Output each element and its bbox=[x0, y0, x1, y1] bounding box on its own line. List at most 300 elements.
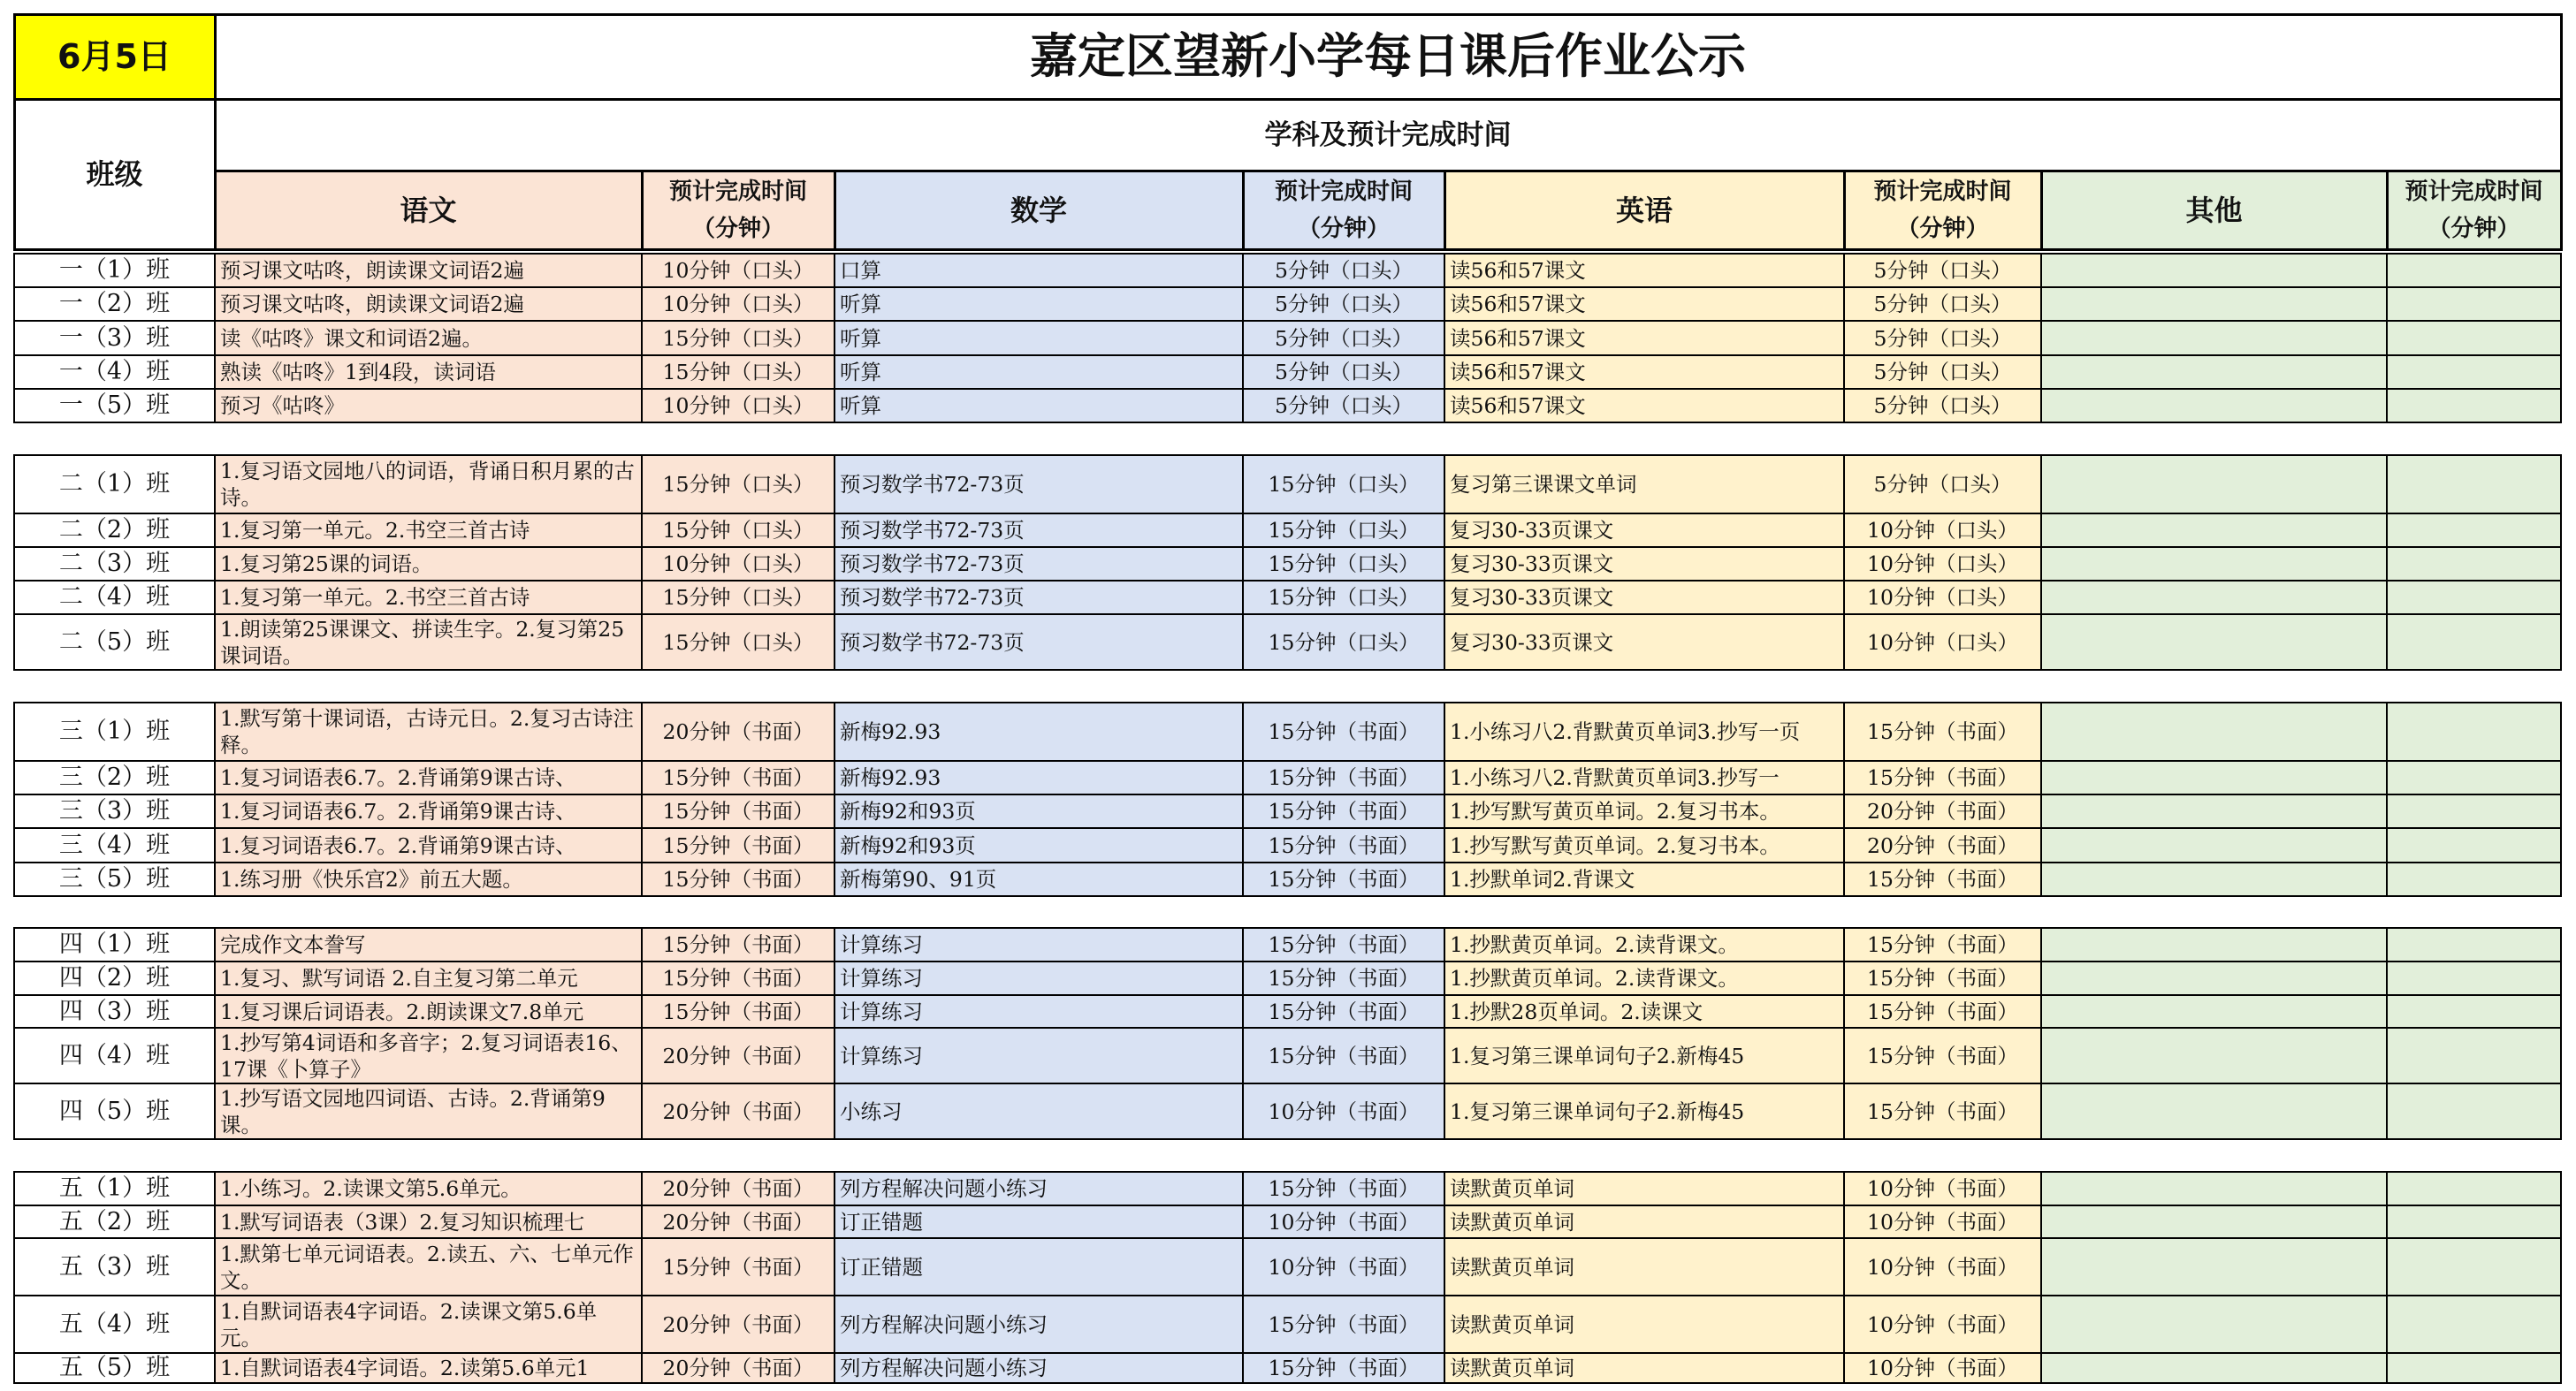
math-task bbox=[834, 253, 1244, 288]
english-task-text: 复习30-33页课文 bbox=[1450, 518, 1614, 543]
chinese-time-text: 15分钟（书面） bbox=[662, 1254, 814, 1280]
other-task bbox=[2040, 613, 2388, 671]
math-task-text: 计算练习 bbox=[840, 932, 923, 957]
chinese-task bbox=[214, 1083, 643, 1140]
math-task bbox=[834, 320, 1244, 356]
math-task bbox=[834, 1171, 1244, 1206]
class-column-header bbox=[13, 98, 217, 251]
math-time bbox=[1242, 794, 1445, 829]
math-task-text: 新梅92.93 bbox=[840, 765, 941, 790]
math-task bbox=[834, 862, 1244, 897]
other-time bbox=[2386, 354, 2562, 390]
chinese-task bbox=[214, 546, 643, 581]
english-task bbox=[1444, 613, 1845, 671]
math-time bbox=[1242, 827, 1445, 863]
other-task bbox=[2040, 1027, 2388, 1084]
math-time-text: 10分钟（书面） bbox=[1268, 1254, 1420, 1280]
english-time-text: 15分钟（书面） bbox=[1867, 999, 2018, 1024]
english-task-text: 1.抄默单词2.背课文 bbox=[1450, 867, 1635, 892]
other-task bbox=[2040, 513, 2388, 548]
english-task bbox=[1444, 1352, 1845, 1384]
chinese-time-text: 15分钟（口头） bbox=[662, 629, 814, 655]
english-time-text: 10分钟（口头） bbox=[1867, 585, 2018, 610]
other-task bbox=[2040, 1083, 2388, 1140]
chinese-task-text: 1.复习、默写词语 2.自主复习第二单元 bbox=[220, 966, 578, 991]
other-task bbox=[2040, 454, 2388, 514]
chinese-task-text: 1.复习词语表6.7。2.背诵第9课古诗、 bbox=[220, 765, 576, 790]
chinese-time bbox=[641, 513, 835, 548]
chinese-time-text: 10分钟（口头） bbox=[662, 551, 814, 576]
english-task bbox=[1444, 760, 1845, 795]
other-task bbox=[2040, 320, 2388, 356]
math-time bbox=[1242, 1237, 1445, 1296]
chinese-time-text: 20分钟（书面） bbox=[662, 719, 814, 744]
math-task bbox=[834, 927, 1244, 962]
other-time bbox=[2386, 760, 2562, 795]
math-time bbox=[1242, 613, 1445, 671]
chinese-task bbox=[214, 862, 643, 897]
other-time bbox=[2386, 1083, 2562, 1140]
class-name-text: 四（3）班 bbox=[58, 997, 171, 1025]
math-time bbox=[1242, 513, 1445, 548]
english-task bbox=[1444, 961, 1845, 996]
english-time bbox=[1843, 388, 2042, 423]
class-name bbox=[13, 1027, 216, 1084]
math-time bbox=[1242, 994, 1445, 1029]
other-time bbox=[2386, 862, 2562, 897]
class-name bbox=[13, 1352, 216, 1384]
english-time bbox=[1843, 454, 2042, 514]
class-name-text: 四（5）班 bbox=[58, 1097, 171, 1125]
chinese-task-text: 预习课文咕咚，朗读课文词语2遍 bbox=[220, 258, 524, 283]
math-task-text: 计算练习 bbox=[840, 1043, 923, 1068]
english-time bbox=[1843, 794, 2042, 829]
class-name-text: 四（4）班 bbox=[58, 1041, 171, 1069]
class-name bbox=[13, 1295, 216, 1354]
english-task bbox=[1444, 927, 1845, 962]
math-task bbox=[834, 354, 1244, 390]
chinese-task bbox=[214, 320, 643, 356]
header-math-text: 数学 bbox=[1010, 193, 1067, 227]
other-task bbox=[2040, 580, 2388, 615]
english-task-text: 1.抄写默写黄页单词。2.复习书本。 bbox=[1450, 799, 1780, 824]
math-time-text: 15分钟（书面） bbox=[1268, 719, 1420, 744]
class-name bbox=[13, 760, 216, 795]
header-english-time bbox=[1843, 170, 2043, 251]
class-name bbox=[13, 454, 216, 514]
math-task bbox=[834, 827, 1244, 863]
math-time-text: 15分钟（书面） bbox=[1268, 799, 1420, 824]
math-time bbox=[1242, 1205, 1445, 1239]
chinese-time-text: 10分钟（口头） bbox=[662, 393, 814, 418]
math-time-text: 5分钟（口头） bbox=[1275, 258, 1413, 283]
header-chinese-time bbox=[641, 170, 836, 251]
class-name bbox=[13, 961, 216, 996]
english-time-text: 5分钟（口头） bbox=[1873, 325, 2012, 351]
class-name-text: 三（4）班 bbox=[58, 831, 171, 859]
chinese-task bbox=[214, 1027, 643, 1084]
chinese-task-text: 1.自默词语表4字词语。2.读第5.6单元1 bbox=[220, 1356, 590, 1380]
other-task bbox=[2040, 1295, 2388, 1354]
english-time-text: 10分钟（书面） bbox=[1867, 1176, 2018, 1201]
math-task bbox=[834, 1352, 1244, 1384]
math-time bbox=[1242, 760, 1445, 795]
other-time bbox=[2386, 546, 2562, 581]
time-header-text bbox=[1846, 173, 2040, 247]
time-header-line2: （分钟） bbox=[2427, 215, 2520, 242]
class-name bbox=[13, 1083, 216, 1140]
english-time bbox=[1843, 927, 2042, 962]
math-task-text: 预习数学书72-73页 bbox=[840, 585, 1025, 610]
english-task-text: 1.复习第三课单词句子2.新梅45 bbox=[1450, 1098, 1745, 1124]
math-time bbox=[1242, 354, 1445, 390]
math-time bbox=[1242, 253, 1445, 288]
chinese-task-text: 1.复习第一单元。2.书空三首古诗 bbox=[220, 585, 530, 610]
chinese-time-text: 15分钟（口头） bbox=[662, 518, 814, 543]
math-task-text: 新梅第90、91页 bbox=[840, 867, 997, 892]
other-task bbox=[2040, 994, 2388, 1029]
english-task-text: 1.小练习八2.背默黄页单词3.抄写一页 bbox=[1450, 719, 1801, 744]
chinese-time-text: 15分钟（口头） bbox=[662, 585, 814, 610]
chinese-time-text: 10分钟（口头） bbox=[662, 258, 814, 283]
header-chinese bbox=[214, 170, 644, 251]
english-task bbox=[1444, 702, 1845, 762]
chinese-time bbox=[641, 927, 835, 962]
chinese-task bbox=[214, 1237, 643, 1296]
english-task-text: 读默黄页单词 bbox=[1450, 1356, 1574, 1380]
english-time-text: 20分钟（书面） bbox=[1867, 832, 2018, 858]
chinese-task bbox=[214, 513, 643, 548]
english-task-text: 读默黄页单词 bbox=[1450, 1176, 1574, 1201]
header-chinese-text: 语文 bbox=[400, 193, 457, 227]
math-task bbox=[834, 454, 1244, 514]
math-task-text: 预习数学书72-73页 bbox=[840, 472, 1025, 497]
english-time-text: 5分钟（口头） bbox=[1873, 292, 2012, 316]
other-time bbox=[2386, 961, 2562, 996]
english-time bbox=[1843, 961, 2042, 996]
other-task bbox=[2040, 927, 2388, 962]
chinese-time bbox=[641, 862, 835, 897]
english-time-text: 15分钟（书面） bbox=[1867, 966, 2018, 991]
chinese-task-text: 读《咕咚》课文和词语2遍。 bbox=[220, 325, 483, 351]
other-task bbox=[2040, 253, 2388, 288]
chinese-time bbox=[641, 961, 835, 996]
chinese-task bbox=[214, 702, 643, 762]
math-task bbox=[834, 1205, 1244, 1239]
chinese-time bbox=[641, 546, 835, 581]
chinese-time bbox=[641, 1237, 835, 1296]
math-time bbox=[1242, 320, 1445, 356]
class-name-text: 五（4）班 bbox=[58, 1310, 171, 1338]
math-time-text: 15分钟（口头） bbox=[1268, 551, 1420, 576]
english-time-text: 20分钟（书面） bbox=[1867, 799, 2018, 824]
other-task bbox=[2040, 961, 2388, 996]
english-time-text: 15分钟（书面） bbox=[1867, 867, 2018, 892]
class-name bbox=[13, 1237, 216, 1296]
english-task-text: 1.复习第三课单词句子2.新梅45 bbox=[1450, 1043, 1745, 1068]
other-time bbox=[2386, 1352, 2562, 1384]
english-task bbox=[1444, 827, 1845, 863]
math-time-text: 5分钟（口头） bbox=[1275, 393, 1413, 418]
english-time-text: 15分钟（书面） bbox=[1867, 719, 2018, 744]
other-task bbox=[2040, 1237, 2388, 1296]
math-task-text: 列方程解决问题小练习 bbox=[840, 1311, 1048, 1337]
english-task bbox=[1444, 1027, 1845, 1084]
english-task-text: 读56和57课文 bbox=[1450, 325, 1586, 351]
chinese-time bbox=[641, 794, 835, 829]
math-task-text: 听算 bbox=[840, 292, 881, 316]
chinese-time bbox=[641, 253, 835, 288]
math-task bbox=[834, 1027, 1244, 1084]
time-header-line2: （分钟） bbox=[691, 215, 784, 242]
chinese-task-text: 熟读《咕咚》1到4段，读词语 bbox=[220, 360, 496, 384]
class-name-text: 二（4）班 bbox=[58, 583, 171, 611]
other-task bbox=[2040, 862, 2388, 897]
header-other bbox=[2040, 170, 2389, 251]
other-task bbox=[2040, 388, 2388, 423]
english-time bbox=[1843, 1171, 2042, 1206]
english-time-text: 5分钟（口头） bbox=[1873, 393, 2012, 418]
subject-group-header-text: 学科及预计完成时间 bbox=[1264, 118, 1512, 151]
english-task bbox=[1444, 1237, 1845, 1296]
chinese-task-text: 1.复习第25课的词语。 bbox=[220, 551, 433, 576]
english-task-text: 读默黄页单词 bbox=[1450, 1311, 1574, 1337]
chinese-task bbox=[214, 253, 643, 288]
english-task bbox=[1444, 286, 1845, 322]
english-time bbox=[1843, 513, 2042, 548]
english-time bbox=[1843, 827, 2042, 863]
math-time bbox=[1242, 702, 1445, 762]
chinese-time bbox=[641, 1295, 835, 1354]
chinese-time-text: 20分钟（书面） bbox=[662, 1176, 814, 1201]
english-task bbox=[1444, 794, 1845, 829]
other-time bbox=[2386, 388, 2562, 423]
class-name-text: 四（1）班 bbox=[58, 931, 171, 958]
english-task-text: 读56和57课文 bbox=[1450, 393, 1586, 418]
chinese-task-text: 1.复习词语表6.7。2.背诵第9课古诗、 bbox=[220, 799, 576, 824]
other-time bbox=[2386, 454, 2562, 514]
math-time-text: 5分钟（口头） bbox=[1275, 360, 1413, 384]
other-time bbox=[2386, 613, 2562, 671]
math-task bbox=[834, 702, 1244, 762]
class-column-header-text: 班级 bbox=[86, 157, 143, 191]
class-name-text: 三（1）班 bbox=[58, 718, 171, 745]
class-name-text: 一（2）班 bbox=[58, 290, 171, 317]
time-header-line2: （分钟） bbox=[1896, 215, 1989, 242]
date-cell bbox=[13, 13, 217, 101]
class-name-text: 一（3）班 bbox=[58, 323, 171, 352]
other-time bbox=[2386, 927, 2562, 962]
english-task-text: 读默黄页单词 bbox=[1450, 1254, 1574, 1280]
math-task bbox=[834, 794, 1244, 829]
math-time-text: 15分钟（书面） bbox=[1268, 1311, 1420, 1337]
time-header-line1: 预计完成时间 bbox=[1274, 178, 1413, 205]
header-other-time bbox=[2386, 170, 2563, 251]
class-name bbox=[13, 702, 216, 762]
english-task-text: 复习30-33页课文 bbox=[1450, 551, 1614, 576]
chinese-time bbox=[641, 1027, 835, 1084]
english-time bbox=[1843, 1295, 2042, 1354]
math-task bbox=[834, 513, 1244, 548]
other-time bbox=[2386, 253, 2562, 288]
class-name-text: 五（1）班 bbox=[58, 1174, 171, 1202]
english-time bbox=[1843, 253, 2042, 288]
chinese-task-text: 完成作文本誊写 bbox=[220, 932, 366, 957]
english-time-text: 10分钟（口头） bbox=[1867, 629, 2018, 655]
english-task-text: 复习30-33页课文 bbox=[1450, 629, 1614, 655]
other-time bbox=[2386, 1205, 2562, 1239]
math-time bbox=[1242, 1295, 1445, 1354]
math-task bbox=[834, 388, 1244, 423]
chinese-task bbox=[214, 961, 643, 996]
class-name bbox=[13, 320, 216, 356]
math-task bbox=[834, 613, 1244, 671]
math-task bbox=[834, 961, 1244, 996]
chinese-time-text: 15分钟（口头） bbox=[662, 472, 814, 497]
english-time-text: 5分钟（口头） bbox=[1873, 258, 2012, 283]
english-task bbox=[1444, 580, 1845, 615]
class-name bbox=[13, 546, 216, 581]
math-time bbox=[1242, 1027, 1445, 1084]
chinese-task-text: 1.抄写第4词语和多音字；2.复习词语表16、17课《卜算子》 bbox=[220, 1030, 632, 1082]
subject-group-header bbox=[214, 98, 2563, 172]
math-time bbox=[1242, 454, 1445, 514]
chinese-task-text: 1.复习第一单元。2.书空三首古诗 bbox=[220, 518, 530, 543]
class-name bbox=[13, 253, 216, 288]
math-time-text: 15分钟（书面） bbox=[1268, 966, 1420, 991]
chinese-task bbox=[214, 994, 643, 1029]
time-header-text bbox=[644, 173, 834, 247]
chinese-time-text: 15分钟（书面） bbox=[662, 932, 814, 957]
page-title-text: 嘉定区望新小学每日课后作业公示 bbox=[1030, 28, 1746, 84]
class-name-text: 二（1）班 bbox=[58, 470, 171, 498]
math-time-text: 5分钟（口头） bbox=[1275, 325, 1413, 351]
chinese-task-text: 1.抄写语文园地四词语、古诗。2.背诵第9课。 bbox=[220, 1085, 606, 1137]
english-task bbox=[1444, 994, 1845, 1029]
class-name-text: 二（3）班 bbox=[58, 550, 171, 577]
english-task bbox=[1444, 546, 1845, 581]
chinese-task-text: 1.复习语文园地八的词语，背诵日积月累的古诗。 bbox=[220, 459, 635, 510]
chinese-time-text: 15分钟（书面） bbox=[662, 799, 814, 824]
chinese-task bbox=[214, 613, 643, 671]
english-time-text: 15分钟（书面） bbox=[1867, 1043, 2018, 1068]
other-task bbox=[2040, 1205, 2388, 1239]
math-task-text: 订正错题 bbox=[840, 1254, 923, 1280]
english-time-text: 10分钟（口头） bbox=[1867, 551, 2018, 576]
chinese-time-text: 10分钟（口头） bbox=[662, 292, 814, 316]
class-name-text: 三（3）班 bbox=[58, 797, 171, 825]
time-header-text bbox=[2389, 173, 2560, 247]
chinese-task-text: 1.默第七单元词语表。2.读五、六、七单元作文。 bbox=[220, 1241, 634, 1293]
math-task bbox=[834, 546, 1244, 581]
english-time-text: 10分钟（书面） bbox=[1867, 1254, 2018, 1280]
time-header-line2: （分钟） bbox=[1297, 215, 1390, 242]
other-task bbox=[2040, 1352, 2388, 1384]
class-name bbox=[13, 794, 216, 829]
math-time-text: 15分钟（口头） bbox=[1268, 472, 1420, 497]
chinese-task bbox=[214, 1352, 643, 1384]
english-time bbox=[1843, 1205, 2042, 1239]
other-time bbox=[2386, 794, 2562, 829]
english-time bbox=[1843, 760, 2042, 795]
chinese-time-text: 20分钟（书面） bbox=[662, 1356, 814, 1380]
math-time-text: 15分钟（口头） bbox=[1268, 585, 1420, 610]
math-task-text: 订正错题 bbox=[840, 1209, 923, 1235]
class-name-text: 五（3）班 bbox=[58, 1252, 171, 1281]
english-task bbox=[1444, 388, 1845, 423]
english-time bbox=[1843, 862, 2042, 897]
class-name-text: 一（1）班 bbox=[58, 256, 171, 284]
chinese-task bbox=[214, 388, 643, 423]
math-time-text: 15分钟（口头） bbox=[1268, 518, 1420, 543]
english-time-text: 10分钟（书面） bbox=[1867, 1311, 2018, 1337]
class-name bbox=[13, 994, 216, 1029]
class-name bbox=[13, 827, 216, 863]
class-name bbox=[13, 513, 216, 548]
math-time bbox=[1242, 580, 1445, 615]
chinese-task-text: 预习课文咕咚，朗读课文词语2遍 bbox=[220, 292, 524, 316]
other-time bbox=[2386, 1027, 2562, 1084]
math-time bbox=[1242, 1171, 1445, 1206]
chinese-time-text: 20分钟（书面） bbox=[662, 1311, 814, 1337]
chinese-time bbox=[641, 1171, 835, 1206]
english-time bbox=[1843, 702, 2042, 762]
chinese-task bbox=[214, 286, 643, 322]
other-time bbox=[2386, 286, 2562, 322]
english-task-text: 1.小练习八2.背默黄页单词3.抄写一 bbox=[1450, 765, 1780, 790]
math-time-text: 15分钟（书面） bbox=[1268, 999, 1420, 1024]
english-task bbox=[1444, 1083, 1845, 1140]
chinese-time bbox=[641, 354, 835, 390]
other-time bbox=[2386, 702, 2562, 762]
math-time-text: 15分钟（书面） bbox=[1268, 1356, 1420, 1380]
class-name bbox=[13, 862, 216, 897]
time-header-line1: 预计完成时间 bbox=[2405, 178, 2543, 205]
class-name bbox=[13, 580, 216, 615]
english-task-text: 读56和57课文 bbox=[1450, 258, 1586, 283]
english-time bbox=[1843, 613, 2042, 671]
math-task-text: 预习数学书72-73页 bbox=[840, 551, 1025, 576]
class-name-text: 三（2）班 bbox=[58, 764, 171, 791]
chinese-task-text: 1.默写第十课词语，古诗元日。2.复习古诗注释。 bbox=[220, 706, 634, 757]
english-task-text: 读56和57课文 bbox=[1450, 360, 1586, 384]
math-task-text: 听算 bbox=[840, 325, 881, 351]
class-name bbox=[13, 1171, 216, 1206]
class-name-text: 二（2）班 bbox=[58, 516, 171, 543]
english-task bbox=[1444, 1295, 1845, 1354]
class-name-text: 五（2）班 bbox=[58, 1207, 171, 1235]
class-name-text: 二（5）班 bbox=[58, 627, 171, 656]
english-time bbox=[1843, 1352, 2042, 1384]
time-header-line1: 预计完成时间 bbox=[1873, 178, 2012, 205]
chinese-time bbox=[641, 580, 835, 615]
other-task bbox=[2040, 827, 2388, 863]
class-name-text: 五（5）班 bbox=[58, 1354, 171, 1381]
other-time bbox=[2386, 1295, 2562, 1354]
chinese-task-text: 1.复习词语表6.7。2.背诵第9课古诗、 bbox=[220, 832, 576, 858]
other-task bbox=[2040, 1171, 2388, 1206]
class-name-text: 一（5）班 bbox=[58, 391, 171, 419]
math-time bbox=[1242, 286, 1445, 322]
class-name bbox=[13, 927, 216, 962]
other-time bbox=[2386, 1237, 2562, 1296]
math-time-text: 10分钟（书面） bbox=[1268, 1209, 1420, 1235]
math-time-text: 5分钟（口头） bbox=[1275, 292, 1413, 316]
math-task bbox=[834, 994, 1244, 1029]
math-task-text: 计算练习 bbox=[840, 966, 923, 991]
chinese-task bbox=[214, 580, 643, 615]
math-time bbox=[1242, 546, 1445, 581]
